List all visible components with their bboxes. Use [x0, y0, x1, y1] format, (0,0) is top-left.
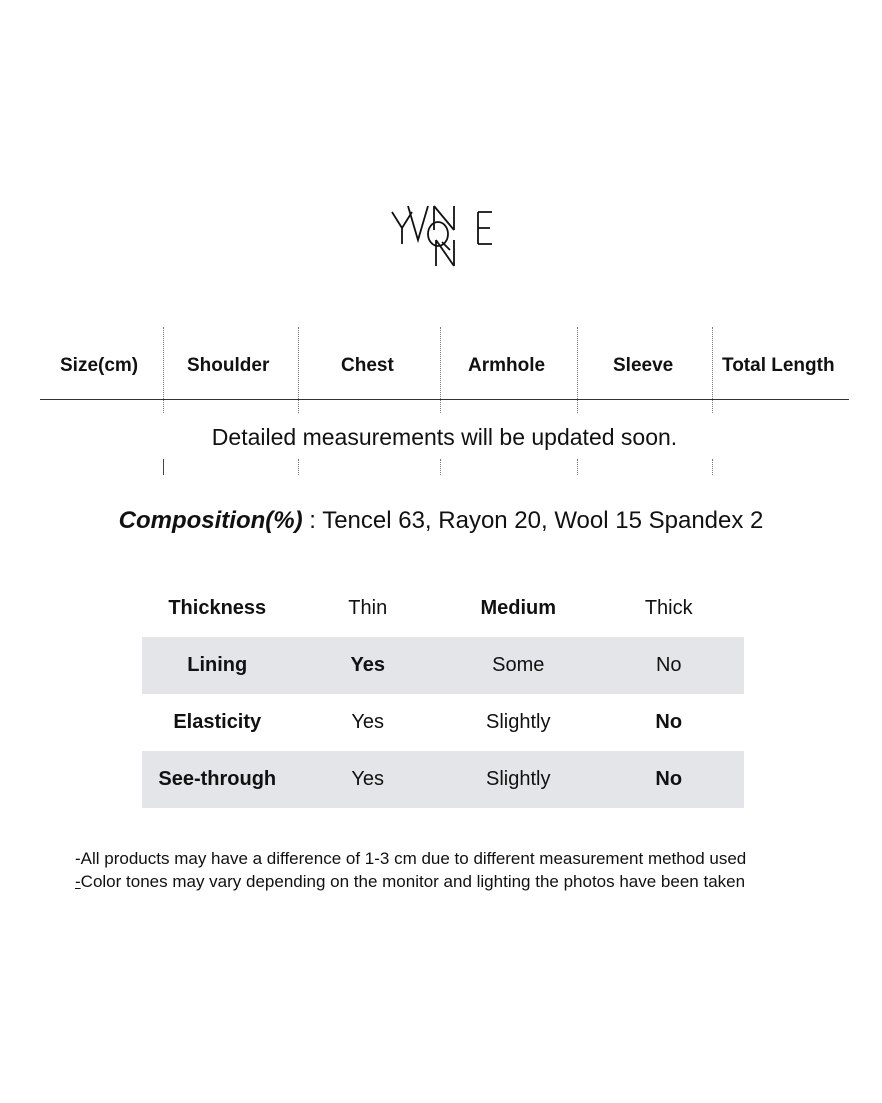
- fabric-row-thickness: [142, 580, 744, 637]
- header-divider: [40, 399, 849, 400]
- column-divider: [298, 459, 299, 475]
- fabric-option: Yes: [351, 711, 385, 733]
- fabric-row-label: Lining: [142, 637, 293, 694]
- fabric-option: No: [594, 637, 745, 694]
- header-total-length: Total Length: [722, 355, 835, 376]
- fabric-option-selected: No: [594, 751, 745, 808]
- fabric-option-selected: Yes: [293, 637, 444, 694]
- column-divider: [440, 459, 441, 475]
- column-divider: [163, 459, 164, 475]
- fabric-row-label: Elasticity: [173, 711, 262, 733]
- header-size: Size(cm): [60, 355, 139, 376]
- column-divider: [440, 327, 441, 413]
- composition-value: Tencel 63, Rayon 20, Wool 15 Spandex 2: [322, 507, 764, 534]
- column-divider: [577, 459, 578, 475]
- fabric-option-selected: No: [655, 711, 683, 733]
- header-chest: Chest: [341, 355, 394, 376]
- fabric-row-label: See-through: [142, 751, 293, 808]
- fabric-option-selected: Medium: [480, 597, 557, 619]
- note-measurement: -All products may have a difference of 1-3 cm due to different measurement method used: [75, 849, 747, 868]
- fabric-option: Yes: [293, 751, 444, 808]
- column-divider: [298, 327, 299, 413]
- fabric-option: Slightly: [443, 751, 594, 808]
- fabric-row-label: Thickness: [168, 597, 267, 619]
- note-dash: -: [75, 872, 81, 891]
- fabric-option: Thin: [348, 597, 388, 619]
- column-divider: [577, 327, 578, 413]
- column-divider: [712, 327, 713, 413]
- header-shoulder: Shoulder: [187, 355, 270, 376]
- column-divider: [163, 327, 164, 413]
- fabric-info-table: [142, 580, 744, 808]
- fabric-option: Some: [443, 637, 594, 694]
- header-sleeve: Sleeve: [613, 355, 674, 376]
- note-color-text: Color tones may vary depending on the monitor and lighting the photos have been taken: [80, 872, 746, 891]
- fabric-option: Thick: [644, 597, 693, 619]
- composition-separator: :: [302, 507, 323, 534]
- header-armhole: Armhole: [468, 355, 546, 376]
- brand-logo: [388, 200, 498, 270]
- column-divider: [712, 459, 713, 475]
- note-color: [75, 870, 746, 893]
- measurement-note: Detailed measurements will be updated soon.: [211, 424, 678, 450]
- size-chart: [40, 327, 849, 477]
- composition-line: [0, 507, 882, 535]
- fabric-row-see-through: [142, 751, 744, 808]
- logo-text: YVONNE: [388, 200, 393, 201]
- fabric-row-lining: [142, 637, 744, 694]
- composition-label: Composition(%): [118, 507, 303, 534]
- fabric-row-elasticity: [142, 694, 744, 751]
- disclaimer-notes: [75, 847, 746, 893]
- fabric-option: Slightly: [486, 711, 551, 733]
